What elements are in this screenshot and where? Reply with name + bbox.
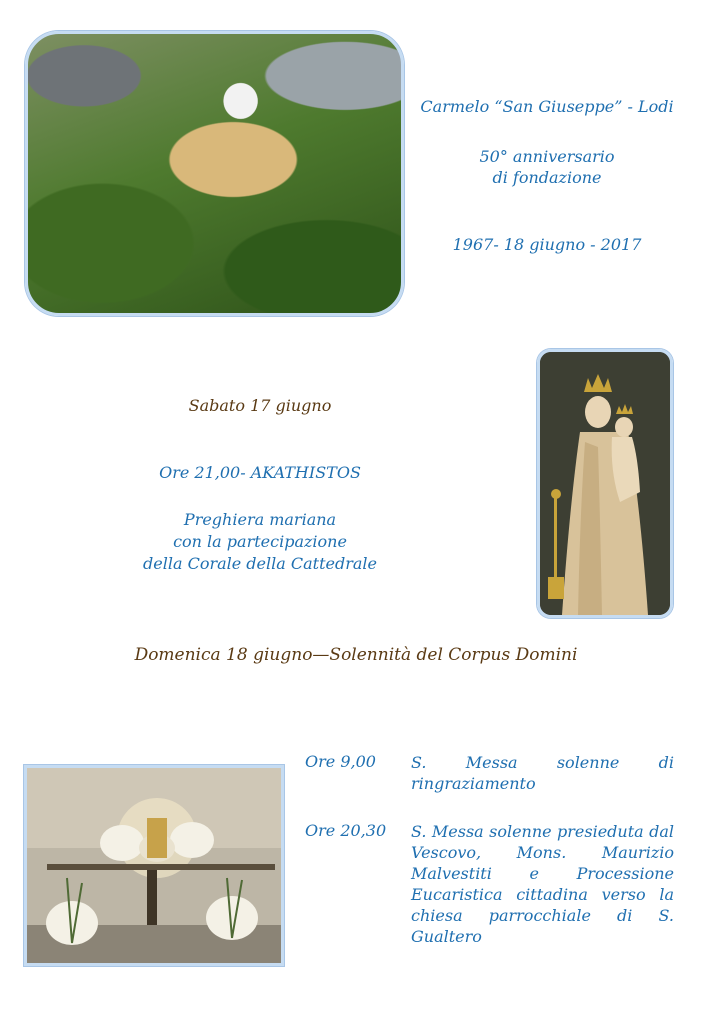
saturday-heading: Sabato 17 giugno [188, 396, 332, 415]
sunday-heading: Domenica 18 giugno—Solennità del Corpus Domini [134, 645, 578, 665]
saturday-desc-line-2: con la partecipazione [173, 532, 347, 551]
altar-photo [24, 765, 284, 966]
anniversary-line-1: 50° anniversario [479, 147, 615, 166]
madonna-statue-photo [537, 349, 673, 618]
event-description-1: S. Messa solenne di ringraziamento [411, 753, 674, 793]
anniversary-line-2: di fondazione [492, 168, 602, 187]
saturday-event-time: Ore 21,00- AKATHISTOS [159, 463, 361, 482]
saturday-desc-line-3: della Corale della Cattedrale [143, 554, 377, 573]
saturday-desc-line-1: Preghiera mariana [183, 510, 337, 529]
header-title: Carmelo “San Giuseppe” - Lodi [420, 97, 674, 116]
event-time-2: Ore 20,30 [305, 821, 387, 840]
event-description-2: S. Messa solenne presieduta dal Vescovo, Mons. Maurizio Malvestiti e Processione Eucaristica cittadina verso la chiesa parrocchiale di S. Gualtero [411, 822, 674, 946]
anniversary-dates: 1967- 18 giugno - 2017 [452, 235, 642, 254]
aerial-monastery-photo [25, 31, 404, 316]
event-time-1: Ore 9,00 [305, 752, 376, 771]
